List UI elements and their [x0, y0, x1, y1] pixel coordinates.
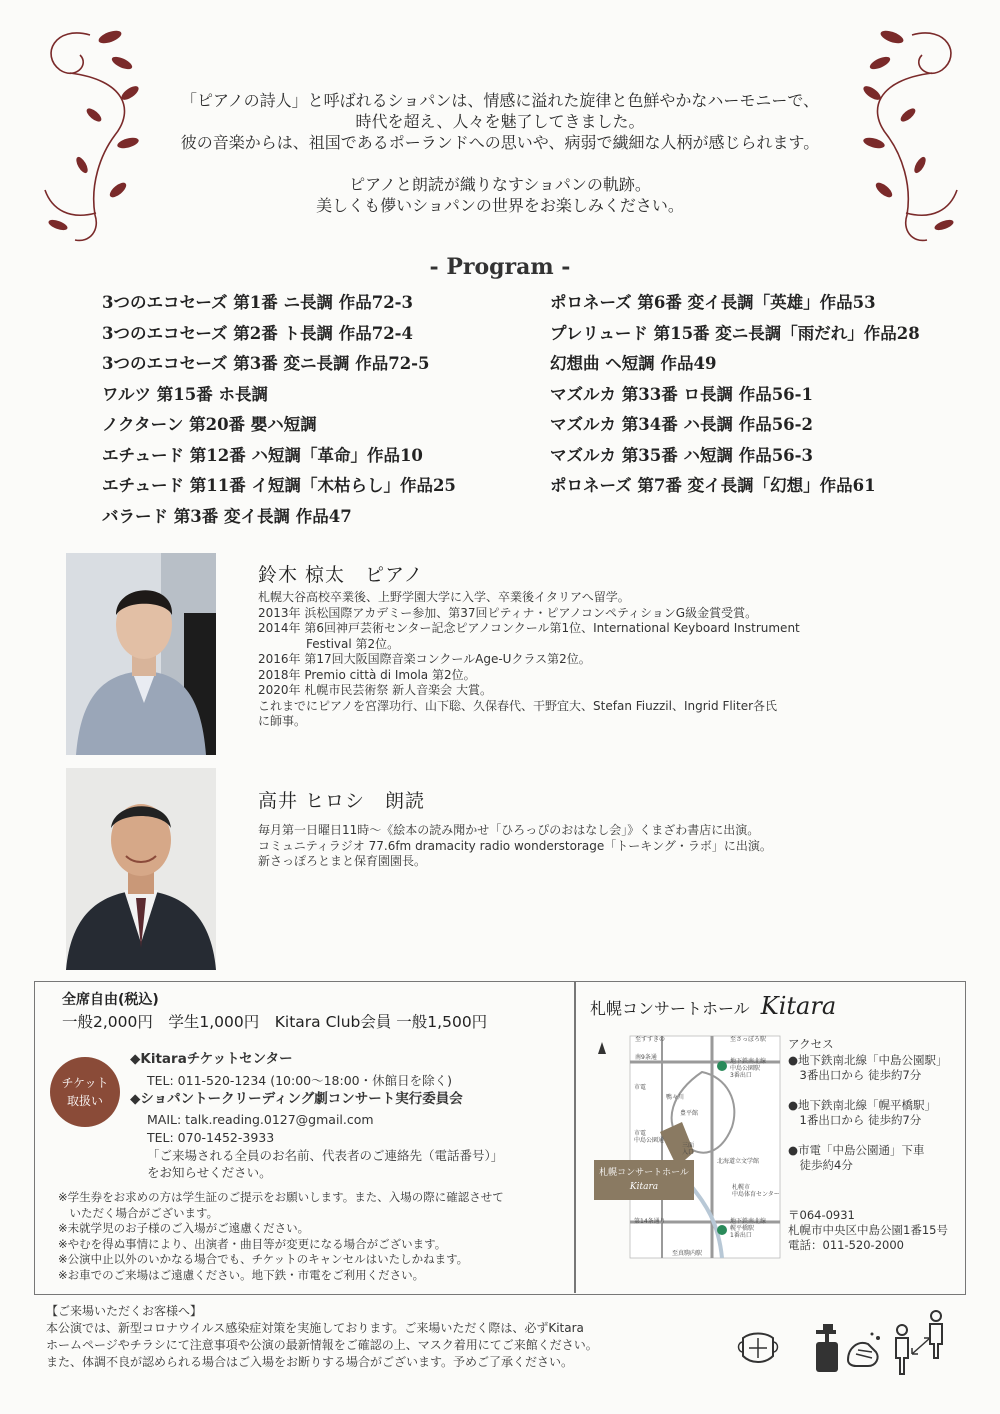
access-line: 1番出口から 徒歩約7分 — [788, 1113, 922, 1127]
notice-line: 本公演では、新型コロナウイルス感染症対策を実施しております。ご来場いただく際は、必ずKitara — [46, 1321, 584, 1335]
bio-line: 2014年 第6回神戸芸術センター記念ピアノコンクール第1位、International Keyboard Instrument — [258, 621, 800, 635]
access-line: 徒歩約4分 — [788, 1158, 853, 1172]
info-box-divider — [574, 981, 576, 1293]
bio-line: 2016年 第17回大阪国際音楽コンクールAge-Uクラス第2位。 — [258, 652, 591, 666]
bio-line: 新さっぽろとまと保育園園長。 — [258, 854, 427, 868]
venue-name-text: 札幌コンサートホール — [590, 999, 750, 1018]
program-item: ポロネーズ 第6番 変イ長調「英雄」作品53 — [550, 293, 876, 312]
ticket-prices: 一般2,000円 学生1,000円 Kitara Club会員 一般1,500円 — [62, 1013, 488, 1031]
venue-address-line: 札幌市中央区中島公園1番15号 — [788, 1223, 948, 1237]
bio-line: 2013年 浜松国際アカデミー参加、第37回ピティナ・ピアノコンペティションG級金賞受賞。 — [258, 605, 758, 620]
note-line: ※お車でのご来場はご遠慮ください。地下鉄・市電をご利用ください。 — [58, 1267, 425, 1282]
outlet2-tel: TEL: 070-1452-3933 — [147, 1130, 275, 1145]
performer-bio — [258, 823, 772, 870]
program-item: バラード 第3番 変イ長調 作品47 — [102, 506, 352, 526]
map-hall-label — [596, 1166, 692, 1194]
access-map — [582, 1032, 782, 1262]
program-item: エチュード 第12番 ハ短調「革命」作品10 — [102, 445, 423, 465]
intro-line: ピアノと朗読が織りなすショパンの軌跡。 — [349, 175, 651, 194]
note-line: いただく場合がございます。 — [58, 1205, 219, 1220]
program-item: プレリュード 第15番 変ニ長調「雨だれ」作品28 — [550, 323, 920, 343]
map-label: 1番出口 — [730, 1232, 752, 1239]
performer-bio — [258, 590, 800, 730]
note-line: ※未就学児のお子様のご入場がご遠慮ください。 — [58, 1221, 310, 1235]
program-item: 幻想曲 ヘ短調 作品49 — [550, 354, 717, 373]
venue-tel: 電話：011-520-2000 — [788, 1238, 904, 1252]
performer-name: 鈴木 椋太 ピアノ — [258, 564, 424, 586]
outlet2-mail[interactable]: MAIL: talk.reading.0127@gmail.com — [147, 1112, 374, 1127]
access-info — [788, 1037, 948, 1174]
map-label: 中島体育センター — [732, 1191, 780, 1198]
map-label: 豊平館 — [680, 1110, 699, 1117]
venue-address — [788, 1208, 948, 1253]
note-line: ※公演中止以外のいかなる場合でも、チケットのキャンセルはいたしかねます。 — [58, 1252, 469, 1266]
access-line: 3番出口から 徒歩約7分 — [788, 1068, 922, 1082]
mask-icon — [735, 1328, 781, 1368]
ticket-heading: 全席自由(税込) — [62, 992, 159, 1008]
bio-line: に師事。 — [258, 714, 307, 728]
map-label: 入口 — [682, 1149, 695, 1156]
badge-line: 取扱い — [66, 1094, 103, 1108]
bio-line: コミュニティラジオ 77.6fm dramacity radio wonderstorage「トーキング・ラボ」に出演。 — [258, 838, 772, 853]
pianist-photo — [66, 553, 216, 755]
map-label: 地下鉄南北線 — [730, 1218, 767, 1225]
bio-line: 2018年 Premio città di Imola 第2位。 — [258, 667, 476, 682]
notice-line: また、体調不良が認められる場合はご入場をお断りする場合がございます。予めご了承ください。 — [46, 1355, 574, 1369]
map-label: 3番出口 — [730, 1072, 752, 1079]
program-item: マズルカ 第33番 ロ長調 作品56-1 — [550, 384, 813, 404]
map-hall-label-2: Kitara — [629, 1182, 659, 1192]
access-line: ●市電「中島公園通」下車 — [788, 1142, 925, 1157]
intro-line: 「ピアノの詩人」と呼ばれるショパンは、情感に溢れた旋律と色鮮やかなハーモニーで、 — [180, 91, 820, 110]
intro-line: 時代を超え、人々を魅了してきました。 — [355, 112, 645, 131]
venue-postal: 〒064-0931 — [788, 1208, 855, 1222]
outlet2-note: 「ご来場される全員のお名前、代表者のご連絡先（電話番号）」 — [147, 1148, 504, 1163]
bio-line: Festival 第2位。 — [258, 636, 400, 651]
bio-line: これまでにピアノを宮澤功行、山下聡、久保春代、干野宜大、Stefan Fiuzzil、Ingrid Fliter各氏 — [258, 698, 778, 713]
program-item: ノクターン 第20番 嬰ハ短調 — [102, 415, 317, 434]
intro-line: 彼の音楽からは、祖国であるポーランドへの思いや、病弱で繊細な人柄が感じられます。 — [180, 133, 820, 152]
program-list-left — [102, 288, 456, 532]
program-item: ワルツ 第15番 ホ長調 — [102, 384, 268, 404]
map-label: 地下鉄南北線 — [730, 1058, 767, 1065]
note-line: ※学生券をお求めの方は学生証のご提示をお願いします。また、入場の際に確認させて — [58, 1190, 504, 1204]
note-line: ※やむを得ぬ事情により、出演者・曲目等が変更になる場合がございます。 — [58, 1236, 447, 1251]
outlet1-name: ◆Kitaraチケットセンター — [130, 1051, 293, 1067]
map-label: 第14条通り — [634, 1218, 666, 1225]
program-item: 3つのエコセーズ 第1番 ニ長調 作品72-3 — [102, 293, 413, 312]
venue-name — [590, 992, 836, 1020]
map-label: 幌平橋駅 — [730, 1225, 755, 1232]
intro-text — [0, 90, 1000, 216]
program-item: エチュード 第11番 イ短調「木枯らし」作品25 — [102, 476, 456, 495]
map-label: 中島公園通 — [634, 1137, 665, 1144]
covid-notice — [46, 1303, 598, 1371]
ticket-notes — [58, 1190, 504, 1283]
notice-line: ホームページやチラシにて注意事項や公演の最新情報をご確認の上、マスク着用にてご来館ください。 — [46, 1338, 598, 1352]
map-label: 市電 — [634, 1084, 647, 1091]
performer-name: 高井 ヒロシ 朗読 — [258, 790, 426, 812]
handwash-icon — [842, 1330, 886, 1372]
program-item: 3つのエコセーズ 第3番 変ニ長調 作品72-5 — [102, 354, 430, 373]
bio-line: 2020年 札幌市民芸術祭 新人音楽会 大賞。 — [258, 683, 492, 697]
program-item: ポロネーズ 第7番 変イ長調「幻想」作品61 — [550, 476, 876, 495]
narrator-photo — [66, 768, 216, 970]
social-distance-icon — [890, 1308, 950, 1378]
program-item: 3つのエコセーズ 第2番 ト長調 作品72-4 — [102, 323, 413, 343]
map-label: 至真駒内駅 — [672, 1250, 703, 1257]
map-label: 南9条通 — [635, 1054, 657, 1061]
venue-logo: Kitara — [760, 992, 837, 1020]
bio-line: 札幌大谷高校卒業後、上野学園大学に入学、卒業後イタリアへ留学。 — [258, 590, 630, 604]
map-label: 札幌市 — [732, 1184, 751, 1191]
map-label: 中島公園駅 — [730, 1065, 761, 1072]
map-label: 至さっぽろ駅 — [730, 1036, 767, 1043]
badge-line: チケット — [61, 1076, 109, 1090]
access-title: アクセス — [788, 1037, 834, 1051]
bio-line: 毎月第一日曜日11時～《絵本の読み聞かせ「ひろっぴのおはなし会」》くまざわ書店に出演。 — [258, 823, 760, 837]
program-item: マズルカ 第35番 ハ短調 作品56-3 — [550, 445, 813, 465]
map-label: 三面 — [682, 1142, 695, 1149]
map-label: 北海道立文学館 — [717, 1158, 760, 1165]
outlet2-note: をお知らせください。 — [147, 1165, 272, 1180]
intro-line: 美しくも儚いショパンの世界をお楽しみください。 — [316, 196, 684, 215]
map-hall-label-1: 札幌コンサートホール — [599, 1168, 689, 1178]
sanitizer-bottle-icon — [812, 1322, 842, 1374]
program-item: マズルカ 第34番 ハ長調 作品56-2 — [550, 415, 813, 434]
access-line: ●地下鉄南北線「幌平橋駅」 — [788, 1097, 937, 1112]
ticket-badge — [50, 1057, 120, 1127]
map-label: 至すすきの — [635, 1036, 666, 1043]
access-line: ●地下鉄南北線「中島公園駅」 — [788, 1052, 948, 1067]
notice-title: 【ご来場いただくお客様へ】 — [46, 1304, 203, 1318]
program-title: - Program - — [429, 254, 571, 280]
program-list-right — [550, 288, 920, 502]
map-label: 鴨々川 — [666, 1094, 685, 1101]
outlet1-tel: TEL: 011-520-1234 (10:00～18:00・休館日を除く) — [147, 1073, 453, 1088]
map-label: 市電 — [634, 1130, 647, 1137]
outlet2-name: ◆ショパントークリーディング劇コンサート実行委員会 — [130, 1091, 463, 1107]
